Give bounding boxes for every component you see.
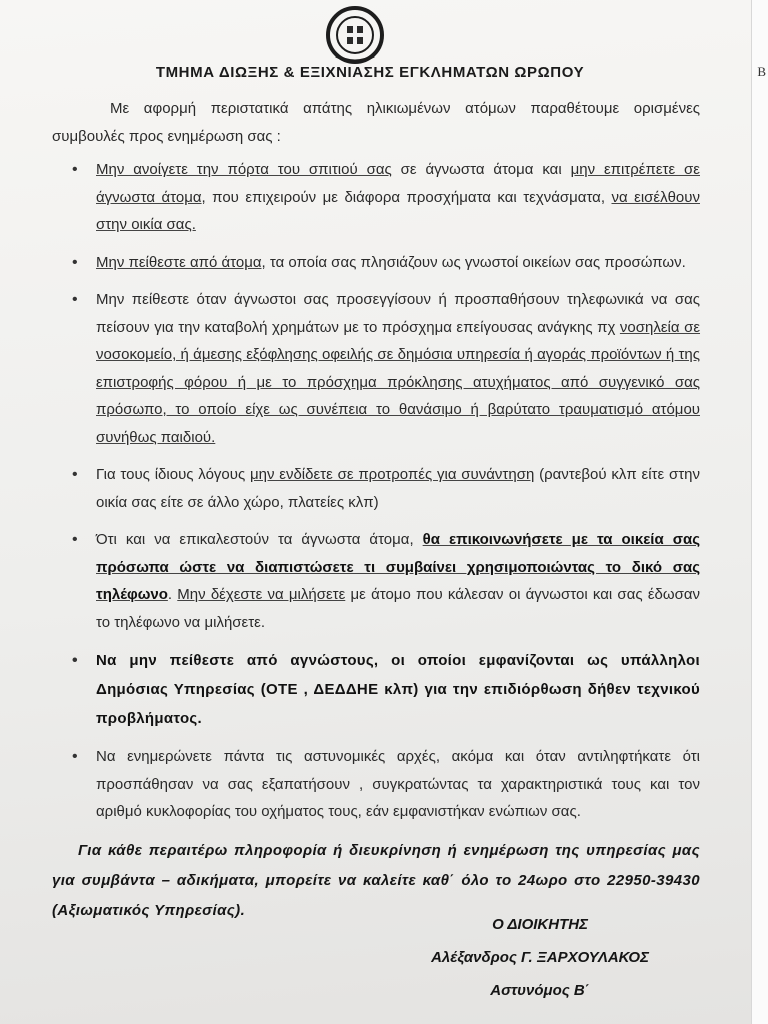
signature-block [400,908,680,1007]
item-text: . [167,586,178,603]
bullet-icon: • [72,466,78,483]
signature-role: Ο ΔΙΟΙΚΗΤΗΣ [492,916,588,933]
intro-paragraph: Με αφορμή περιστατικά απάτης ηλικιωμένων ατόμων παραθέτουμε ορισμένες συμβουλές προς ενημέρωση σας : [52,100,700,145]
list-item [72,461,700,516]
item-text: . [197,710,202,727]
adjacent-page-edge [751,0,768,1024]
item-text: Να ενημερώνετε πάντα τις αστυνομικές αρχές, ακόμα και όταν αντιληφτήκατε ότι προσπάθησαν να σας εξαπατήσουν , συγκρατώντας τα χαρακτηριστικά τους και τον αριθμό κυκλοφορίας του οχήματος τους, εάν εμφανιστήκαν ενώπιων σας. [96,748,700,820]
emphasis-text: Μην πείθεστε από άτομα [96,253,262,271]
list-item [72,646,700,733]
bullet-icon: • [72,291,78,308]
bullet-icon: • [72,161,78,178]
list-item [72,743,700,826]
bullet-icon: • [72,531,78,548]
emphasis-text: νοσηλεία σε νοσοκομείο, ή άμεσης εξόφλησης οφειλής σε δημόσια υπηρεσία ή αγοράς προϊόντων ή της επιστροφής φόρου ή με το πρόσχημα πρόκλησης ατυχήματος από συγγενικό σας πρόσωπο, το οποίο είχε ως συνέπεια το θανάσιμο ή βαρύτατο τραυματισμό ατόμου συνήθως παιδιού. [96,318,701,446]
item-text: Μην πείθεστε όταν άγνωστοι σας προσεγγίσουν ή προσπαθήσουν τηλεφωνικά να σας πείσουν για την καταβολή χρημάτων με το πρόσχημα επείγουσας ανάγκης πχ [96,291,700,336]
emphasis-text: μην επιτρέπετε σε άγνωστα άτομα [96,161,700,206]
item-text: (ραντεβού κλπ είτε στην οικία σας είτε σε άλλο χώρο, πλατείες κλπ) [96,466,700,511]
item-text: σε άγνωστα άτομα και [391,161,571,178]
item-text: με άτομο που κάλεσαν οι άγνωστοι και σας έδωσαν το τηλέφωνο να μιλήσετε. [96,586,700,631]
signature-name: Αλέξανδρος Γ. ΞΑΡΧΟΥΛΑΚΟΣ [431,949,649,966]
bullet-icon: • [72,253,78,271]
emphasis-text: θα επικοινωνήσετε με τα οικεία σας πρόσωπα ώστε να διαπιστώσετε τι συμβαίνει χρησιμοποιώντας το δικό σας τηλέφωνο [96,531,700,603]
emphasis-text: Μην ανοίγετε την πόρτα του σπιτιού σας [96,161,392,178]
emphasis-text: μην ενδίδετε σε προτροπές για συνάντηση [249,466,535,483]
bold-text: Να μην πείθεστε από αγνώστους, οι οποίοι εμφανίζονται ως υπάλληλοι Δημόσιας Υπηρεσίας (ΟΤΕ , ΔΕΔΔΗΕ κλπ) για την επιδιόρθωση δήθεν τεχνικού προβλήματος [96,652,700,727]
emphasis-text: να εισέλθουν στην οικία σας. [96,188,700,233]
police-emblem-icon [322,4,388,66]
document-body [52,95,700,926]
signature-rank: Αστυνόμος Β΄ [490,982,590,999]
item-text: , που επιχειρούν με διάφορα προσχήματα και τεχνάσματα, [201,188,612,206]
bullet-icon: • [72,748,78,765]
advice-list [52,156,700,826]
item-text: Για τους ίδιους λόγους [96,466,250,483]
edge-mark-text: Β [757,64,766,79]
emphasis-text: Μην δέχεστε να μιλήσετε [177,586,346,603]
closing-paragraph: Για κάθε περαιτέρω πληροφορία ή διευκρίνηση ή ενημέρωση της υπηρεσίας μας για συμβάντα – αδικήματα, μπορείτε να καλείτε καθ΄ όλο το 24ωρο στο 22950-39430 (Αξιωματικός Υπηρεσίας). [52,841,700,919]
item-text: , τα οποία σας πλησιάζουν ως γνωστοί οικείων σας προσώπων. [261,253,686,271]
list-item [72,286,701,451]
list-item [72,249,700,277]
list-item [72,156,700,239]
list-item [72,526,700,636]
document-header: ΤΜΗΜΑ ΔΙΩΞΗΣ & ΕΞΙΧΝΙΑΣΗΣ ΕΓΚΛΗΜΑΤΩΝ ΩΡΩΠΟΥ [155,64,585,81]
bullet-icon: • [72,652,78,669]
item-text: Ότι και να επικαλεστούν τα άγνωστα άτομα, [96,531,423,548]
